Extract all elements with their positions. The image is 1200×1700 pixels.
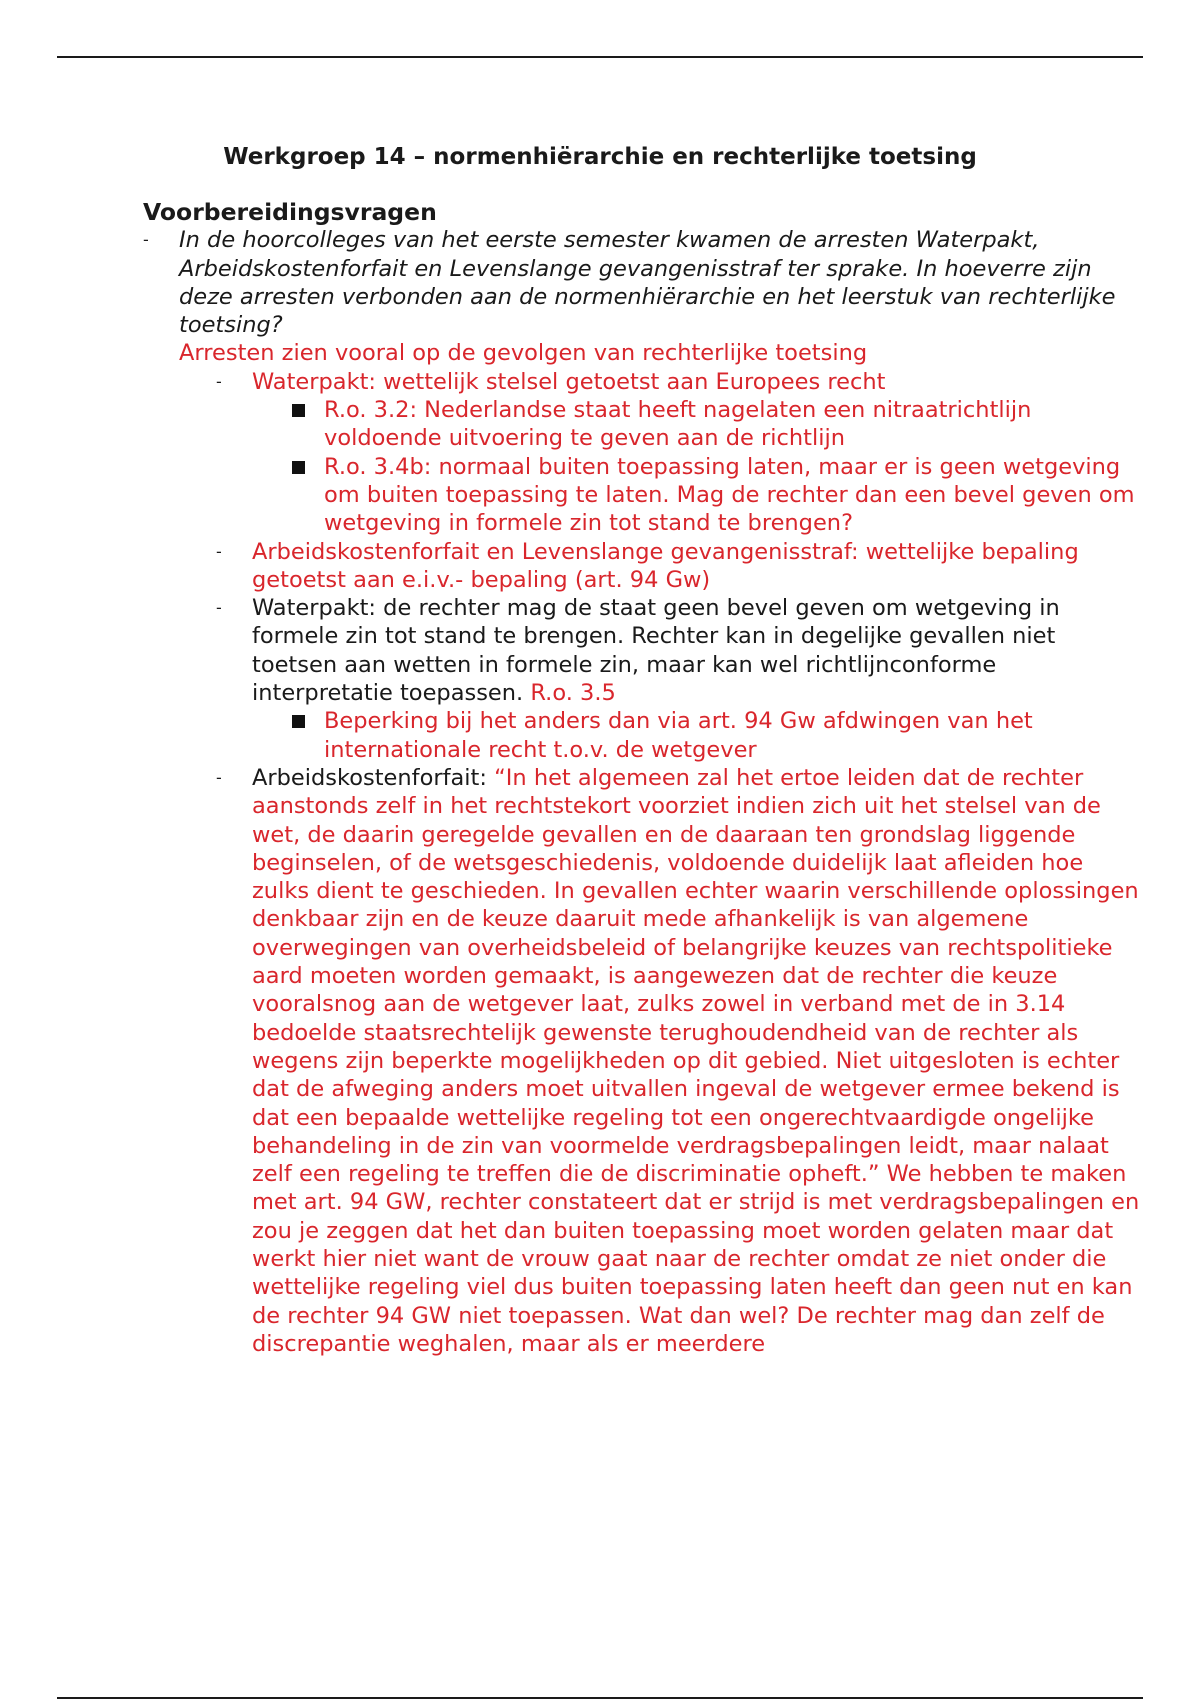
section-heading: Voorbereidingsvragen: [143, 198, 437, 226]
dash-marker: -: [143, 230, 149, 250]
square-bullet-icon: [292, 404, 305, 417]
top-rule: [57, 56, 1143, 58]
document-body: [143, 198, 1143, 1358]
list-item-arbeidskostenforfait-quote: [143, 764, 1143, 1358]
list-item-waterpakt-bevel: [143, 594, 1143, 707]
sub-item-text: Beperking bij het anders dan via art. 94 Gw afdwingen van het internationale recht t.o.v. de wetgever: [324, 708, 1033, 763]
list-item-text: [252, 594, 1143, 707]
sub-item-ro34b: [143, 453, 1143, 538]
sub-item-beperking: [143, 707, 1143, 764]
document-title: Werkgroep 14 – normenhiërarchie en rechterlijke toetsing: [223, 144, 977, 170]
sub-item-ro32: [143, 396, 1143, 453]
list-item-text-black: Waterpakt: de rechter mag de staat geen bevel geven om wetgeving in formele zin tot stand te brengen. Rechter kan in degelijke gevallen niet toetsen aan wetten in formele zin, maar kan wel richtlijnconforme interpretatie toepassen.: [252, 595, 1060, 707]
dash-marker: -: [216, 598, 222, 618]
square-bullet-icon: [292, 461, 305, 474]
list-item-arbeidskostenforfait: [143, 538, 1143, 595]
question-text: In de hoorcolleges van het eerste semester kwamen de arresten Waterpakt, Arbeidskostenforfait en Levenslange gevangenisstraf ter sprake. In hoeverre zijn deze arresten verbonden aan de normenhiërarchie en het leerstuk van rechterlijke toetsing?: [179, 227, 1116, 339]
square-bullet-icon: [292, 715, 305, 728]
dash-marker: -: [216, 767, 222, 787]
list-item-text: Waterpakt: wettelijk stelsel getoetst aan Europees recht: [252, 368, 886, 395]
dash-marker: -: [216, 371, 222, 391]
list-item-text-black: Arbeidskostenforfait:: [252, 764, 487, 791]
dash-marker: -: [216, 541, 222, 561]
list-item-text-red: “In het algemeen zal het ertoe leiden dat de rechter aanstonds zelf in het rechtstekort voorziet indien zich uit het stelsel van de wet, de daarin geregelde gevallen en de daaraan ten grondslag liggende beginselen, of de wetsgeschiedenis, voldoende duidelijk laat afleiden hoe zulks dient te geschieden. In gevallen echter waarin verschillende oplossingen denkbaar zijn en de keuze daaruit mede afhankelijk is van algemene overwegingen van overheidsbeleid of belangrijke keuzes van rechtspolitieke aard moeten worden gemaakt, is aangewezen dat de rechter die keuze vooralsnog aan de wetgever laat, zulks zowel in verband met de in 3.14 bedoelde staatsrechtelijk gewenste terughoudendheid van de rechter als wegens zijn beperkte mogelijkheden op dit gebied. Niet uitgesloten is echter dat de afweging anders moet uitvallen ingeval de wetgever ermee bekend is dat een bepaalde wettelijke regeling tot een ongerechtvaardigde ongelijke behandeling in de zin van voormelde verdragsbepalingen leidt, maar nalaat zelf een regeling te treffen die de discriminatie opheft.” We hebben te maken met art. 94 GW, rechter constateert dat er strijd is met verdragsbepalingen en zou je zeggen dat het dan buiten toepassing moet worden gelaten maar dat werkt hier niet want de vrouw gaat naar de rechter omdat ze niet onder die wettelijke regeling viel dus buiten toepassing laten heeft dan geen nut en kan de rechter 94 GW niet toepassen. Wat dan wel? De rechter mag dan zelf de discrepantie weghalen, maar als er meerdere: [252, 764, 1140, 1357]
sub-item-text: R.o. 3.4b: normaal buiten toepassing laten, maar er is geen wetgeving om buiten toepassing te laten. Mag de rechter dan een bevel geven om wetgeving in formele zin tot stand te brengen?: [324, 453, 1135, 537]
answer-intro: Arresten zien vooral op de gevolgen van rechterlijke toetsing: [179, 340, 868, 367]
list-item-text-red: R.o. 3.5: [530, 680, 616, 707]
list-item-waterpakt: [143, 368, 1143, 396]
bottom-rule: [57, 1697, 1143, 1699]
list-item-text: Arbeidskostenforfait en Levenslange gevangenisstraf: wettelijke bepaling getoetst aan e.i.v.- bepaling (art. 94 Gw): [252, 538, 1079, 593]
question-item: [143, 226, 1143, 367]
list-item-text: [252, 764, 1143, 1358]
sub-item-text: R.o. 3.2: Nederlandse staat heeft nagelaten een nitraatrichtlijn voldoende uitvoering te geven aan de richtlijn: [324, 397, 1032, 452]
